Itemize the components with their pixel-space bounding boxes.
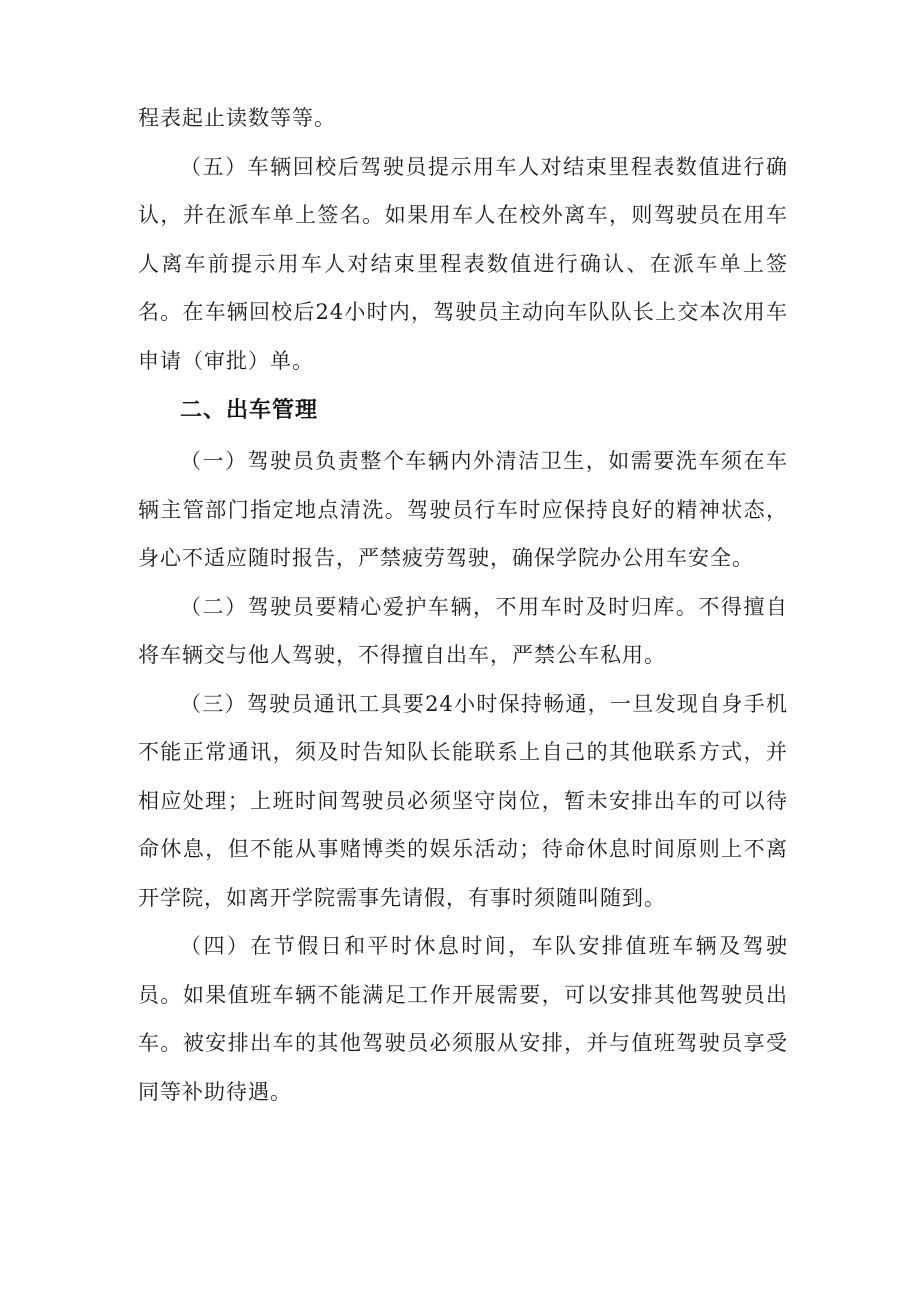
document-page	[138, 94, 788, 1116]
section-heading-vehicle-dispatch: 二、出车管理	[180, 398, 319, 423]
paragraph-item-5: （五）车辆回校后驾驶员提示用车人对结束里程表数值进行确认，并在派车单上签名。如果用车人在校外离车，则驾驶员在用车人离车前提示用车人对结束里程表数值进行确认、在派车单上签名。在车辆回校后24小时内，驾驶员主动向车队队长上交本次用车申请（审批）单。	[138, 154, 788, 373]
section-item-3: （三）驾驶员通讯工具要24小时保持畅通，一旦发现自身手机不能正常通讯，须及时告知队长能联系上自己的其他联系方式，并相应处理；上班时间驾驶员必须坚守岗位，暂未安排出车的可以待命休息，但不能从事赌博类的娱乐活动；待命休息时间原则上不离开学院，如离开学院需事先请假，有事时须随叫随到。	[138, 691, 788, 910]
section-item-2: （二）驾驶员要精心爱护车辆，不用车时及时归库。不得擅自将车辆交与他人驾驶，不得擅自出车，严禁公车私用。	[138, 594, 788, 667]
section-item-1: （一）驾驶员负责整个车辆内外清洁卫生，如需要洗车须在车辆主管部门指定地点清洗。驾驶员行车时应保持良好的精神状态，身心不适应随时报告，严禁疲劳驾驶，确保学院办公用车安全。	[138, 449, 788, 570]
continuation-paragraph: 程表起止读数等等。	[138, 106, 336, 130]
section-item-4: （四）在节假日和平时休息时间，车队安排值班车辆及驾驶员。如果值班车辆不能满足工作开展需要，可以安排其他驾驶员出车。被安排出车的其他驾驶员必须服从安排，并与值班驾驶员享受同等补助待遇。	[138, 934, 788, 1104]
